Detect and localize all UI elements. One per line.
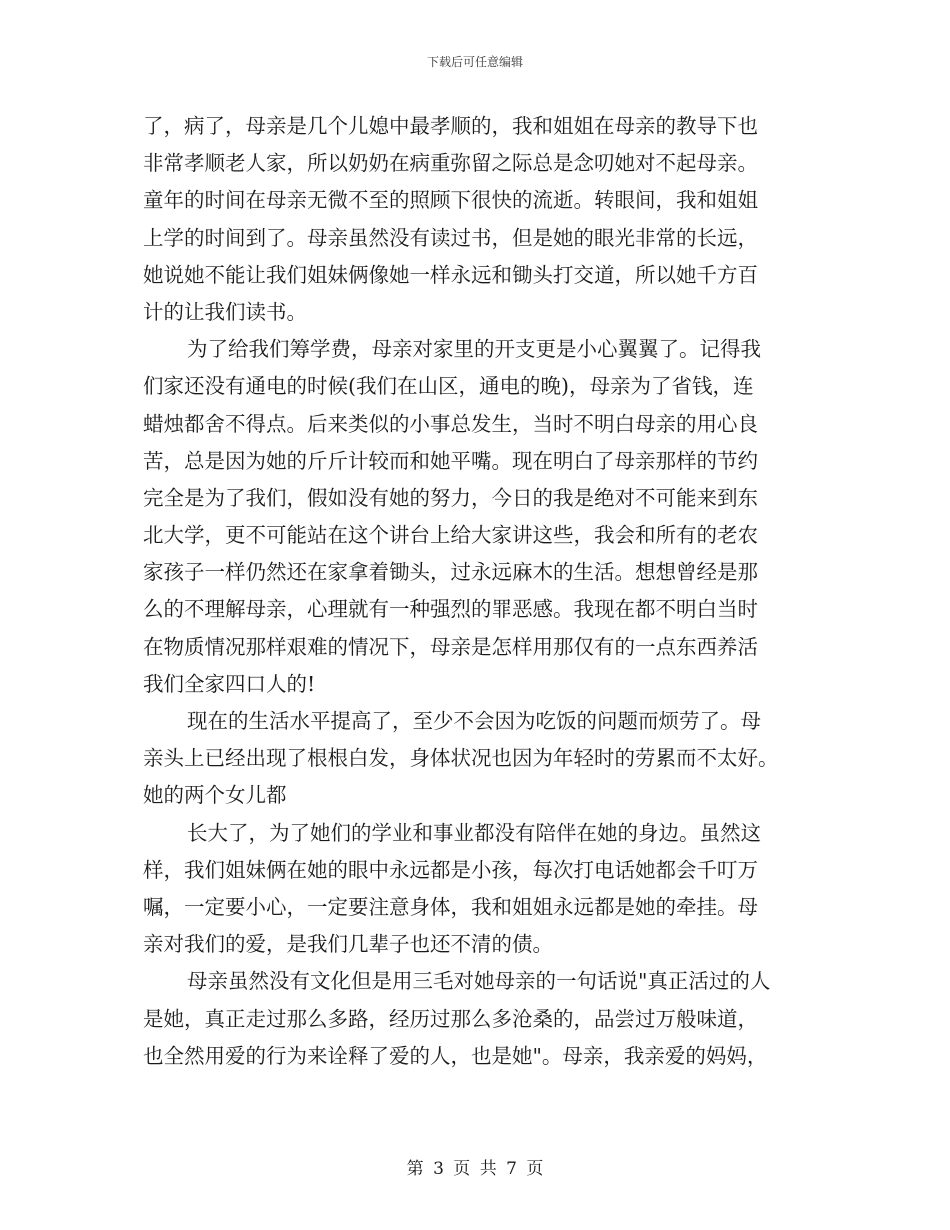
text-line: 为了给我们筹学费，母亲对家里的开支更是小心翼翼了。记得我	[187, 337, 761, 362]
text-line: 童年的时间在母亲无微不至的照顾下很快的流逝。转眼间，我和姐姐	[143, 188, 758, 213]
text-line: 计的让我们读书。	[143, 299, 307, 324]
text-line: 她的两个女儿都	[143, 783, 287, 808]
text-line: 也全然用爱的行为来诠释了爱的人，也是她"。母亲，我亲爱的妈妈，	[143, 1043, 768, 1068]
text-line: 亲对我们的爱，是我们几辈子也还不清的债。	[143, 932, 553, 957]
text-line: 了，病了，母亲是几个儿媳中最孝顺的，我和姐姐在母亲的教导下也	[143, 114, 758, 138]
text-line: 在物质情况那样艰难的情况下，母亲是怎样用那仅有的一点东西养活	[143, 634, 758, 659]
text-line: 她说她不能让我们姐妹俩像她一样永远和锄头打交道，所以她千方百	[143, 262, 758, 287]
text-line: 完全是为了我们，假如没有她的努力，今日的我是绝对不可能来到东	[143, 485, 758, 510]
text-line: 苦，总是因为她的斤斤计较而和她平嘴。现在明白了母亲那样的节约	[143, 448, 758, 473]
text-line: 家孩子一样仍然还在家拿着锄头，过永远麻木的生活。想想曾经是那	[143, 560, 758, 585]
text-line: 蜡烛都舍不得点。后来类似的小事总发生，当时不明白母亲的用心良	[143, 411, 758, 436]
text-line: 样，我们姐妹俩在她的眼中永远都是小孩，每次打电话她都会千叮万	[143, 857, 758, 882]
text-line: 我们全家四口人的!	[143, 671, 316, 696]
document-body	[143, 108, 809, 1075]
text-line: 母亲虽然没有文化但是用三毛对她母亲的一句话说"真正活过的人	[187, 969, 771, 994]
page-header-note: 下载后可任意编辑	[426, 55, 523, 69]
text-line: 北大学，更不可能站在这个讲台上给大家讲这些，我会和所有的老农	[143, 523, 758, 548]
text-line: 么的不理解母亲，心理就有一种强烈的罪恶感。我现在都不明白当时	[143, 597, 758, 622]
text-line: 长大了，为了她们的学业和事业都没有陪伴在她的身边。虽然这	[187, 820, 761, 845]
text-line: 嘱，一定要小心，一定要注意身体，我和姐姐永远都是她的牵挂。母	[143, 894, 758, 919]
text-line: 非常孝顺老人家，所以奶奶在病重弥留之际总是念叨她对不起母亲。	[143, 151, 758, 176]
page-number-footer: 第 3 页 共 7 页	[406, 1159, 544, 1179]
text-line: 现在的生活水平提高了，至少不会因为吃饭的问题而烦劳了。母	[187, 709, 761, 733]
text-line: 上学的时间到了。母亲虽然没有读过书，但是她的眼光非常的长远，	[143, 225, 758, 250]
text-line: 亲头上已经出现了根根白发，身体状况也因为年轻时的劳累而不太好。	[143, 746, 779, 771]
text-line: 是她，真正走过那么多路，经历过那么多沧桑的，品尝过万般味道，	[143, 1006, 758, 1031]
text-line: 们家还没有通电的时候(我们在山区，通电的晚)，母亲为了省钱，连	[143, 374, 754, 399]
